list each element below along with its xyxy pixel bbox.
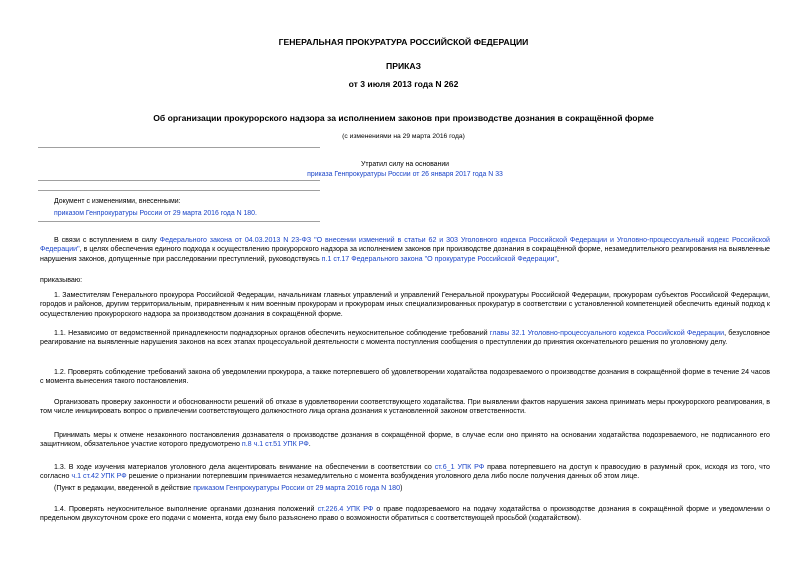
paragraph-1-2: 1.2. Проверять соблюдение требований закона об уведомлении прокурора, а также потерпевшего об удовлетворении ходатайства подозреваемого о производстве дознания в сокращённой форме в течение 24 часов с момента вынесения такого постановления. (40, 368, 770, 386)
amendment-note-link[interactable]: приказом Генпрокуратуры России от 29 марта 2016 года N 180. (54, 210, 257, 217)
document-type: ПРИКАЗ (386, 61, 421, 71)
lost-force-block (240, 160, 570, 180)
article-42-link[interactable]: ч.1 ст.42 УПК РФ (71, 472, 127, 481)
paragraph-1-4: 1.4. Проверять неукоснительное выполнение органами дознания положений ст.226.4 УПК РФ о праве подозреваемого на подачу ходатайства о производстве дознания в сокращённой форме и уведомлении о предельном двухсуточном сроке его подачи с момента, когда ему было разъяснено право о возможности обратиться с соответствующей просьбой (ходатайством). (40, 505, 770, 523)
paragraph-1-3-note: (Пункт в редакции, введенной в действие приказом Генпрокуратуры России от 29 марта 2016 года N 180) (54, 484, 403, 492)
amendment-note-text: Документ с изменениями, внесенными: (54, 198, 181, 205)
paragraph-1-1: 1.1. Независимо от ведомственной принадлежности поднадзорных органов обеспечить неукоснительное соблюдение требований главы 32.1 Уголовно-процессуального кодекса Российской Федерации, безусловное реагирование на выявленные нарушения законов на всех этапах процессуальной деятельности с момента поступления сообщения о преступлении до принятия окончательного решения по уголовному делу. (40, 329, 770, 347)
document-date-number: от 3 июля 2013 года N 262 (348, 79, 459, 89)
paragraph-1-2-c: Принимать меры к отмене незаконного постановления дознавателя о производстве дознания в сокращённой форме, в случае если оно принято на основании ходатайства подозреваемого, не подписанного его защитником, обязательное участие которого предусмотрено п.8 ч.1 ст.51 УПК РФ. (40, 431, 770, 449)
chapter-32-1-link[interactable]: главы 32.1 Уголовно-процессуального кодекса Российской Федерации (489, 329, 725, 337)
amended-note: (с изменениями на 29 марта 2016 года) (342, 133, 465, 140)
divider (38, 147, 320, 148)
article-51-link[interactable]: п.8 ч.1 ст.51 УПК РФ (241, 440, 309, 449)
paragraph-1: 1. Заместителям Генерального прокурора Российской Федерации, начальникам главных управлений и управлений Генеральной прокуратуры Российской Федерации, прокурорам субъектов Российской Федерации, городов и районов, другим территориальным, приравненным к ним военным прокурорам и прокурорам иных специализированных прокуратур в соответствии с установленной компетенцией обеспечить единый подход к осуществлению прокурорского надзора за производством дознания в сокращённой форме. (40, 291, 770, 318)
paragraph-order: приказываю: (40, 276, 83, 284)
organization-name: ГЕНЕРАЛЬНАЯ ПРОКУРАТУРА РОССИЙСКОЙ ФЕДЕРАЦИИ (278, 37, 529, 47)
document-title: Об организации прокурорского надзора за исполнением законов при производстве дознания в сокращённой форме (153, 113, 654, 123)
article-6-1-link[interactable]: ст.6_1 УПК РФ (434, 463, 485, 471)
paragraph-1-3: 1.3. В ходе изучения материалов уголовного дела акцентировать внимание на обеспечении в соответствии со ст.6_1 УПК РФ права потерпевшего на доступ к правосудию в разумный срок, исходя из того, что согласно ч.1 ст.42 УПК РФ решение о признании потерпевшим принимается незамедлительно с момента возбуждения уголовного дела либо после получения данных об этом лице. (40, 463, 770, 481)
prosecutor-law-link[interactable]: п.1 ст.17 Федерального закона "О прокуратуре Российской Федерации" (321, 254, 558, 263)
lost-force-link[interactable]: приказа Генпрокуратуры России от 26 января 2017 года N 33 (307, 171, 503, 178)
paragraph-1-2-b: Организовать проверку законности и обоснованности решений об отказе в удовлетворении соответствующего ходатайства. При выявлении фактов нарушения закона принимать меры прокурорского реагирования, в том числе инициировать вопрос о привлечении соответствующего должностного лица органа дознания к установленной законом ответственности. (40, 398, 770, 416)
article-226-4-link[interactable]: ст.226.4 УПК РФ (317, 505, 374, 513)
amendment-note-block (54, 196, 324, 220)
divider (38, 221, 320, 222)
amendment-order-link[interactable]: приказом Генпрокуратуры России от 29 марта 2016 года N 180 (193, 484, 401, 492)
lost-force-text: Утратил силу на основании (360, 161, 450, 168)
paragraph-preamble: В связи с вступлением в силу Федерального закона от 04.03.2013 N 23-ФЗ "О внесении изменений в статьи 62 и 303 Уголовного кодекса Российской Федерации и Уголовно-процессуальный кодекс Российской Федерации", в целях обеспечения единого подхода к осуществлению прокурорского надзора за исполнением законов при производстве дознания в сокращённой форме, незамедлительного реагирования на выявленные нарушения законов, допущенные при расследовании преступлений, руководствуясь п.1 ст.17 Федерального закона "О прокуратуре Российской Федерации", (40, 236, 770, 263)
divider (38, 180, 320, 181)
federal-law-link[interactable]: Федерального закона от 04.03.2013 N 23-ФЗ "О внесении изменений в статьи 62 и 303 Уголовного кодекса Российской Федерации и Уголовно-процессуальный кодекс Российской Федерации" (40, 236, 770, 254)
divider (38, 190, 320, 191)
